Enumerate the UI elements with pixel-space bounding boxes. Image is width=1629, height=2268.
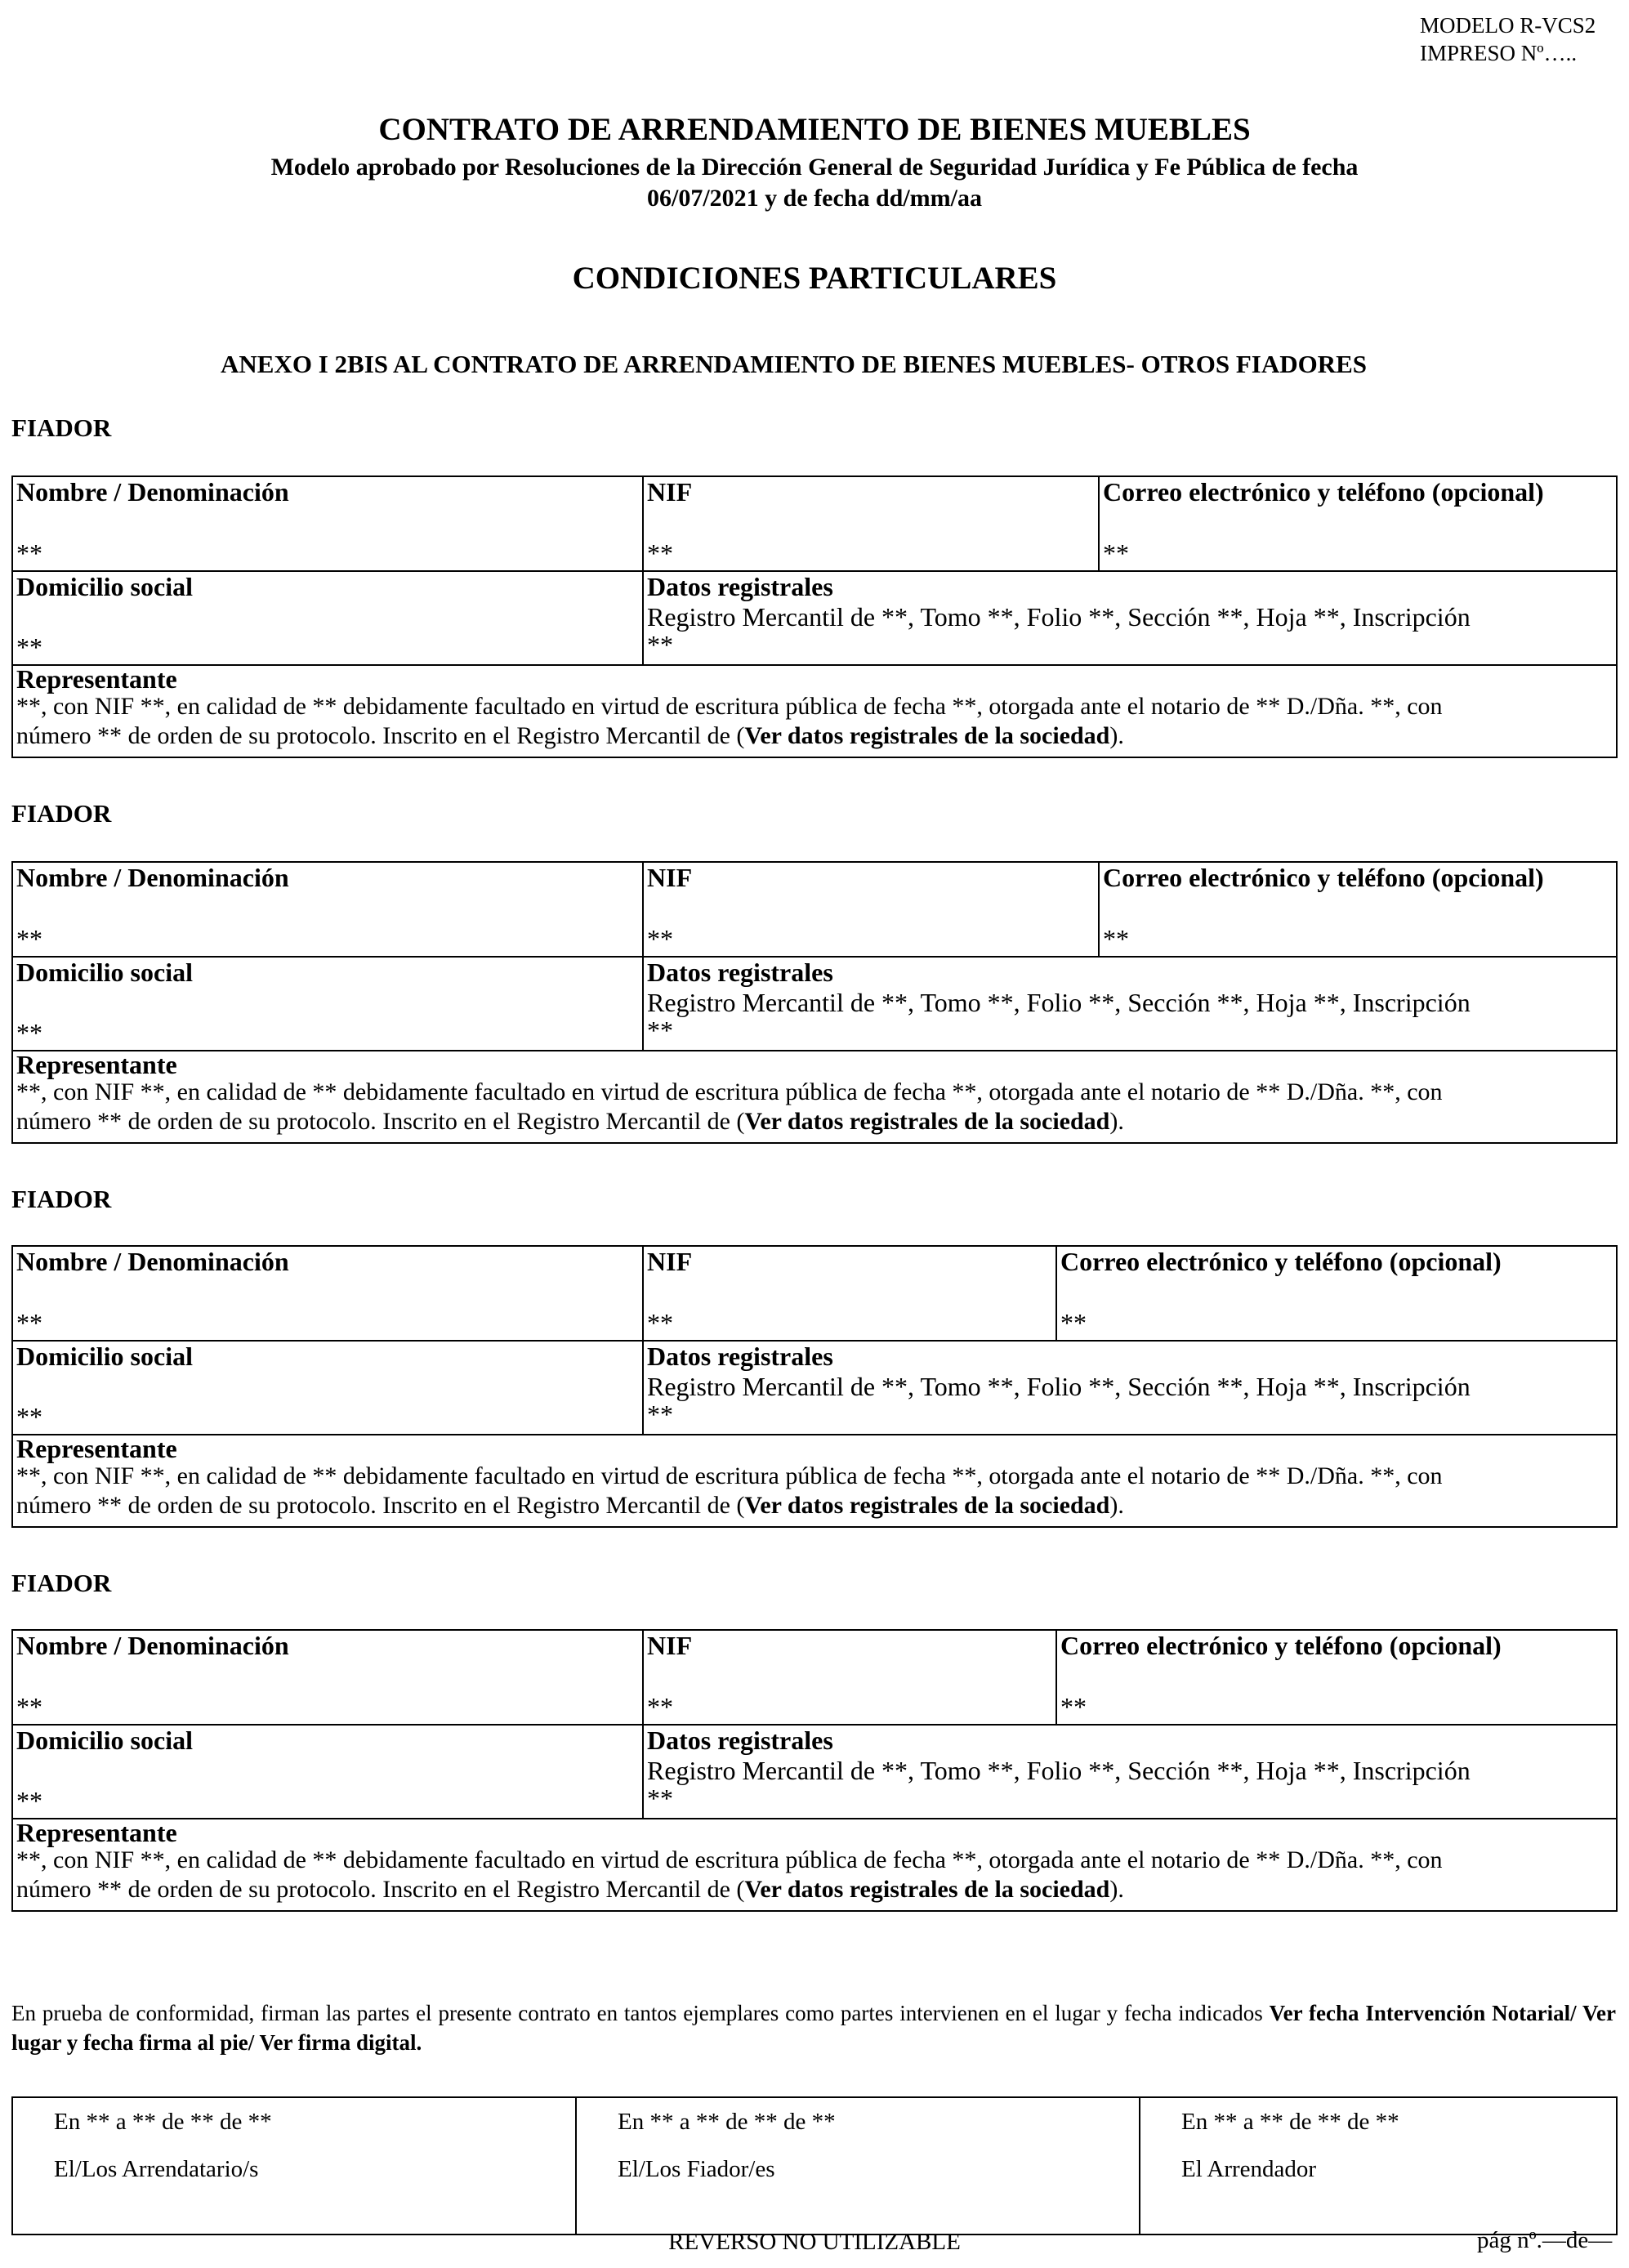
nif-value: ** — [647, 924, 673, 953]
email-label: Correo electrónico y teléfono (opcional) — [1103, 863, 1544, 892]
address-value: ** — [16, 1402, 42, 1431]
registry-label: Datos registrales — [647, 958, 833, 987]
registry-line1: Registro Mercantil de **, Tomo **, Folio **, Sección **, Hoja **, Inscripción — [647, 1372, 1471, 1401]
registry-reference: Ver datos registrales de la sociedad — [744, 1108, 1110, 1135]
address-label: Domicilio social — [16, 1726, 193, 1755]
nif-cell — [643, 1246, 1056, 1341]
name-value: ** — [16, 1692, 42, 1721]
fiador-label: FIADOR — [11, 413, 112, 442]
nif-cell — [643, 862, 1099, 957]
fiador-label: FIADOR — [11, 1569, 112, 1597]
address-label: Domicilio social — [16, 958, 193, 987]
signature-role: El/Los Fiador/es — [618, 2156, 775, 2182]
nif-label: NIF — [647, 863, 693, 892]
conformity-statement — [11, 1998, 1616, 2057]
address-cell — [12, 1341, 643, 1435]
fiador-table — [11, 1245, 1618, 1528]
email-value: ** — [1103, 538, 1129, 568]
name-value: ** — [16, 924, 42, 953]
signature-role: El/Los Arrendatario/s — [54, 2156, 259, 2182]
email-value: ** — [1103, 924, 1129, 953]
nif-label: NIF — [647, 1631, 693, 1660]
name-label: Nombre / Denominación — [16, 477, 289, 507]
representative-label: Representante — [16, 1050, 177, 1079]
name-value: ** — [16, 538, 42, 568]
name-cell — [12, 862, 643, 957]
address-value: ** — [16, 1018, 42, 1047]
fiador-label: FIADOR — [11, 799, 112, 828]
fiador-table — [11, 861, 1618, 1144]
model-code-block — [1420, 11, 1596, 67]
representative-text-line2-end: ). — [1109, 1492, 1124, 1519]
representative-cell — [12, 665, 1617, 757]
registry-label: Datos registrales — [647, 572, 833, 601]
email-label: Correo electrónico y teléfono (opcional) — [1103, 477, 1544, 507]
registry-reference: Ver datos registrales de la sociedad — [744, 1492, 1110, 1519]
registry-line1: Registro Mercantil de **, Tomo **, Folio **, Sección **, Hoja **, Inscripción — [647, 602, 1471, 632]
registry-reference: Ver datos registrales de la sociedad — [744, 1876, 1110, 1903]
nif-label: NIF — [647, 477, 693, 507]
nif-label: NIF — [647, 1247, 693, 1276]
representative-text-line2-end: ). — [1109, 1108, 1124, 1135]
nif-value: ** — [647, 538, 673, 568]
representative-label: Representante — [16, 1818, 177, 1847]
registry-reference: Ver datos registrales de la sociedad — [744, 722, 1110, 749]
reverse-notice: REVERSO NO UTILIZABLE — [668, 2229, 961, 2255]
name-cell — [12, 476, 643, 571]
name-cell — [12, 1630, 643, 1725]
representative-cell — [12, 1051, 1617, 1143]
address-cell — [12, 957, 643, 1051]
address-label: Domicilio social — [16, 572, 193, 601]
fiador-label: FIADOR — [11, 1185, 112, 1213]
signature-date: En ** a ** de ** de ** — [1181, 2109, 1399, 2135]
name-cell — [12, 1246, 643, 1341]
registry-line2: ** — [647, 1784, 673, 1813]
representative-text-line2-a: número ** de orden de su protocolo. Inscrito en el Registro Mercantil de ( — [16, 1876, 745, 1903]
annex-heading: ANEXO I 2BIS AL CONTRATO DE ARRENDAMIENTO DE BIENES MUEBLES- OTROS FIADORES — [221, 350, 1368, 378]
representative-text-line2-a: número ** de orden de su protocolo. Inscrito en el Registro Mercantil de ( — [16, 722, 745, 749]
name-label: Nombre / Denominación — [16, 1631, 289, 1660]
name-value: ** — [16, 1308, 42, 1337]
representative-text-line1: **, con NIF **, en calidad de ** debidamente facultado en virtud de escritura pública de fecha **, otorgada ante el notario de ** D./Dña. **, con — [16, 1462, 1443, 1489]
document-title: CONTRATO DE ARRENDAMIENTO DE BIENES MUEBLES — [378, 112, 1251, 147]
representative-label: Representante — [16, 1434, 177, 1463]
nif-value: ** — [647, 1692, 673, 1721]
registry-cell — [643, 1341, 1617, 1435]
fiador-table — [11, 1629, 1618, 1912]
email-value: ** — [1060, 1692, 1087, 1721]
signature-cell-lessor — [1140, 2097, 1617, 2235]
document-subtitle-line2: 06/07/2021 y de fecha dd/mm/aa — [647, 185, 982, 212]
address-value: ** — [16, 632, 42, 662]
signature-date: En ** a ** de ** de ** — [618, 2109, 836, 2135]
registry-label: Datos registrales — [647, 1726, 833, 1755]
email-label: Correo electrónico y teléfono (opcional) — [1060, 1247, 1502, 1276]
email-label: Correo electrónico y teléfono (opcional) — [1060, 1631, 1502, 1660]
representative-text-line2 — [16, 1875, 1613, 1904]
fiador-table — [11, 475, 1618, 758]
representative-text-line2-a: número ** de orden de su protocolo. Inscrito en el Registro Mercantil de ( — [16, 1492, 745, 1519]
email-cell — [1099, 476, 1617, 571]
nif-value: ** — [647, 1308, 673, 1337]
representative-text-line2 — [16, 1491, 1613, 1520]
email-cell — [1056, 1630, 1617, 1725]
conditions-heading: CONDICIONES PARTICULARES — [572, 261, 1057, 296]
representative-text-line1: **, con NIF **, en calidad de ** debidamente facultado en virtud de escritura pública de fecha **, otorgada ante el notario de ** D./Dña. **, con — [16, 693, 1443, 720]
representative-text-line2 — [16, 1107, 1613, 1136]
representative-cell — [12, 1435, 1617, 1527]
address-value: ** — [16, 1786, 42, 1815]
registry-cell — [643, 571, 1617, 665]
nif-cell — [643, 1630, 1056, 1725]
impreso-number: IMPRESO Nº….. — [1420, 41, 1578, 65]
representative-text-line1: **, con NIF **, en calidad de ** debidamente facultado en virtud de escritura pública de fecha **, otorgada ante el notario de ** D./Dña. **, con — [16, 1846, 1443, 1873]
page-number: pág nº.—de— — [1477, 2227, 1613, 2253]
address-cell — [12, 1725, 643, 1819]
signature-cell-guarantor — [576, 2097, 1140, 2235]
representative-cell — [12, 1819, 1617, 1911]
representative-text-line2 — [16, 721, 1613, 751]
signature-date: En ** a ** de ** de ** — [54, 2109, 272, 2135]
signature-role: El Arrendador — [1181, 2156, 1317, 2182]
name-label: Nombre / Denominación — [16, 863, 289, 892]
name-label: Nombre / Denominación — [16, 1247, 289, 1276]
representative-text-line2-a: número ** de orden de su protocolo. Inscrito en el Registro Mercantil de ( — [16, 1108, 745, 1135]
representative-label: Representante — [16, 664, 177, 694]
registry-line2: ** — [647, 1400, 673, 1429]
signature-table — [11, 2096, 1618, 2235]
registry-cell — [643, 957, 1617, 1051]
document-subtitle-line1: Modelo aprobado por Resoluciones de la Dirección General de Seguridad Jurídica y Fe Pública de fecha — [270, 154, 1359, 181]
registry-line2: ** — [647, 630, 673, 659]
signature-cell-lessee — [12, 2097, 576, 2235]
registry-line1: Registro Mercantil de **, Tomo **, Folio **, Sección **, Hoja **, Inscripción — [647, 1756, 1471, 1785]
address-cell — [12, 571, 643, 665]
registry-line2: ** — [647, 1016, 673, 1045]
representative-text-line2-end: ). — [1109, 1876, 1124, 1903]
address-label: Domicilio social — [16, 1342, 193, 1371]
registry-line1: Registro Mercantil de **, Tomo **, Folio **, Sección **, Hoja **, Inscripción — [647, 988, 1471, 1017]
model-code: MODELO R-VCS2 — [1420, 13, 1596, 38]
email-value: ** — [1060, 1308, 1087, 1337]
conformity-text: En prueba de conformidad, firman las partes el presente contrato en tantos ejemplares como partes intervienen en el lugar y fecha indicados — [11, 2001, 1270, 2025]
registry-label: Datos registrales — [647, 1342, 833, 1371]
email-cell — [1056, 1246, 1617, 1341]
email-cell — [1099, 862, 1617, 957]
representative-text-line1: **, con NIF **, en calidad de ** debidamente facultado en virtud de escritura pública de fecha **, otorgada ante el notario de ** D./Dña. **, con — [16, 1078, 1443, 1105]
nif-cell — [643, 476, 1099, 571]
conformity-bold: Ver fecha Intervención Notarial/ Ver lugar y fecha firma al pie/ Ver firma digital. — [11, 2001, 1617, 2055]
representative-text-line2-end: ). — [1109, 722, 1124, 749]
registry-cell — [643, 1725, 1617, 1819]
